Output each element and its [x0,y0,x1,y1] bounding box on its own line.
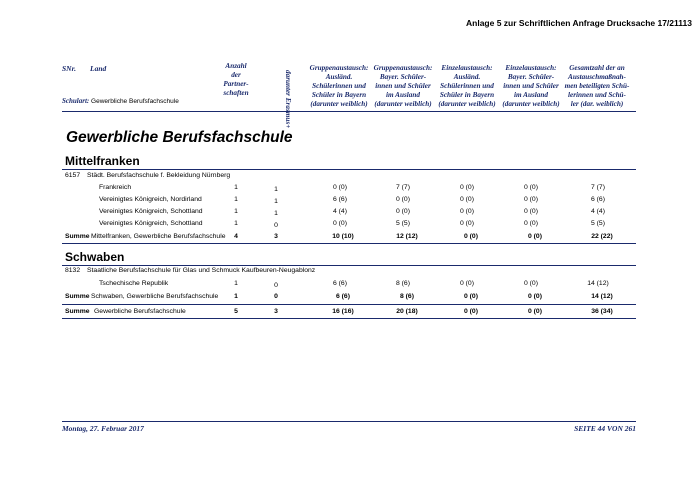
header-line: Schülerinnen und [440,82,494,90]
sum-text: Schwaben, Gewerbliche Berufsfachschule [91,293,219,300]
header-line: (darunter weiblich) [310,100,368,108]
annex-reference: Anlage 5 zur Schriftlichen Anfrage Drucksache 17/21113 [466,18,692,28]
total-e-bayer: 0 (0) [528,308,542,315]
header-line: ler (dar. weiblich) [570,100,624,108]
header-line: im Ausland [514,91,548,99]
sum-row [0,292,700,302]
cell-erasmus: 1 [274,186,278,193]
header-line: Bayer. Schüler- [507,73,555,81]
cell-erasmus: 1 [274,210,278,217]
school-id: 8132 [65,267,81,274]
sum-gesamt: 14 (12) [591,293,613,300]
header-line: im Ausland [386,91,420,99]
cell-e-ausl: 0 (0) [460,220,474,227]
header-gruppe-ausl [305,64,373,109]
sum-g-ausl: 10 (10) [332,233,354,240]
total-label: Summe [65,308,90,315]
header-anzahl-line: Partner- [223,80,249,88]
cell-g-bayer: 0 (0) [396,208,410,215]
school-row [65,171,635,181]
sum-label: Summe [65,293,90,300]
region-rule [62,169,636,170]
cell-g-ausl: 0 (0) [333,184,347,191]
header-schulart [62,97,179,105]
cell-erasmus: 0 [274,282,278,289]
cell-e-bayer: 0 (0) [524,196,538,203]
cell-gesamt: 7 (7) [591,184,605,191]
header-line: (darunter weiblich) [374,100,432,108]
cell-land: Frankreich [99,184,132,191]
total-row [0,307,700,317]
cell-g-ausl: 6 (6) [333,196,347,203]
school-name: Städt. Berufsfachschule f. Bekleidung Nürnberg [87,172,231,179]
sum-g-bayer: 8 (6) [400,293,414,300]
school-name: Staatliche Berufsfachschule für Glas und Schmuck Kaufbeuren-Neugablonz [87,267,316,274]
cell-anzahl: 1 [234,184,238,191]
sum-e-bayer: 0 (0) [528,233,542,240]
header-line: innen und Schüler [503,82,559,90]
header-line: innen und Schüler [375,82,431,90]
sum-e-ausl: 0 (0) [464,233,478,240]
header-line: Ausländ. [325,73,353,81]
cell-e-bayer: 0 (0) [524,220,538,227]
schulart-value: Gewerbliche Berufsfachschule [91,98,179,105]
header-line: (darunter weiblich) [502,100,560,108]
header-anzahl-line: schaften [223,89,249,97]
cell-e-ausl: 0 (0) [460,280,474,287]
total-erasmus: 3 [274,308,278,315]
header-line: lerinnen und Schü- [568,91,626,99]
region-title: Mittelfranken [65,154,140,168]
total-gesamt: 36 (34) [591,308,613,315]
sum-rule [62,243,636,244]
header-line: Schülerinnen und [312,82,366,90]
cell-g-bayer: 8 (6) [396,280,410,287]
cell-e-ausl: 0 (0) [460,184,474,191]
cell-gesamt: 5 (5) [591,220,605,227]
header-line: Gesamtzahl der an [569,64,625,72]
footer-page: SEITE 44 VON 261 [574,424,636,433]
sum-anzahl: 4 [234,233,238,240]
total-g-bayer: 20 (18) [396,308,418,315]
footer-date: Montag, 27. Februar 2017 [62,424,144,433]
cell-anzahl: 1 [234,196,238,203]
footer-rule [62,421,636,422]
school-id: 6157 [65,172,81,179]
cell-erasmus: 0 [274,222,278,229]
header-einzel-bayer [497,64,565,109]
sum-g-bayer: 12 (12) [396,233,418,240]
cell-land: Vereinigtes Königreich, Nordirland [99,196,202,203]
cell-g-bayer: 0 (0) [396,196,410,203]
cell-g-bayer: 7 (7) [396,184,410,191]
total-rule-bottom [62,318,636,319]
header-line: Ausländ. [453,73,481,81]
table-row [0,183,700,193]
total-e-ausl: 0 (0) [464,308,478,315]
header-anzahl [213,62,259,98]
table-row [0,279,700,289]
cell-land: Vereinigtes Königreich, Schottland [99,208,203,215]
header-line: Einzelaustausch: [505,64,557,72]
cell-gesamt: 6 (6) [591,196,605,203]
cell-anzahl: 1 [234,220,238,227]
school-row [65,266,635,276]
header-line: Gruppenaustausch: [309,64,369,72]
cell-anzahl: 1 [234,208,238,215]
header-erasmus: darunter Erasmus+ [284,70,292,129]
header-line: Schüler in Bayern [311,91,367,99]
header-einzel-ausl [433,64,501,109]
cell-land: Vereinigtes Königreich, Schottland [99,220,203,227]
sum-label: Summe [65,233,90,240]
cell-land: Tschechische Republik [99,280,169,287]
sum-erasmus: 3 [274,233,278,240]
header-land: Land [90,64,107,73]
cell-e-bayer: 0 (0) [524,184,538,191]
sum-e-ausl: 0 (0) [464,293,478,300]
header-line: Schüler in Bayern [439,91,495,99]
sum-e-bayer: 0 (0) [528,293,542,300]
total-rule-top [62,304,636,305]
header-line: (darunter weiblich) [438,100,496,108]
cell-g-ausl: 4 (4) [333,208,347,215]
header-line: men beteiligten Schü- [564,82,630,90]
header-line: Bayer. Schüler- [379,73,427,81]
cell-anzahl: 1 [234,280,238,287]
header-anzahl-line: der [231,71,241,79]
cell-erasmus: 1 [274,198,278,205]
sum-row [0,232,700,242]
total-g-ausl: 16 (16) [332,308,354,315]
table-row [0,219,700,229]
header-line: Austauschmaßnah- [568,73,626,81]
header-gesamt [561,64,633,109]
region-title: Schwaben [65,250,125,264]
total-anzahl: 5 [234,308,238,315]
header-snr: SNr. [62,64,76,73]
header-line: Einzelaustausch: [441,64,493,72]
cell-e-ausl: 0 (0) [460,208,474,215]
cell-g-ausl: 0 (0) [333,220,347,227]
header-gruppe-bayer [369,64,437,109]
sum-erasmus: 0 [274,293,278,300]
header-line: Gruppenaustausch: [373,64,433,72]
cell-g-ausl: 6 (6) [333,280,347,287]
header-anzahl-line: Anzahl [225,62,247,70]
cell-e-bayer: 0 (0) [524,280,538,287]
cell-e-bayer: 0 (0) [524,208,538,215]
cell-gesamt: 14 (12) [587,280,609,287]
table-row [0,207,700,217]
schulart-label: Schulart: [62,97,90,105]
header-rule [62,111,636,112]
cell-g-bayer: 5 (5) [396,220,410,227]
table-row [0,195,700,205]
cell-e-ausl: 0 (0) [460,196,474,203]
sum-gesamt: 22 (22) [591,233,613,240]
sum-g-ausl: 6 (6) [336,293,350,300]
sum-text: Mittelfranken, Gewerbliche Berufsfachschule [91,233,226,240]
cell-gesamt: 4 (4) [591,208,605,215]
total-text: Gewerbliche Berufsfachschule [94,308,186,315]
school-type-title: Gewerbliche Berufsfachschule [66,129,293,146]
sum-anzahl: 1 [234,293,238,300]
